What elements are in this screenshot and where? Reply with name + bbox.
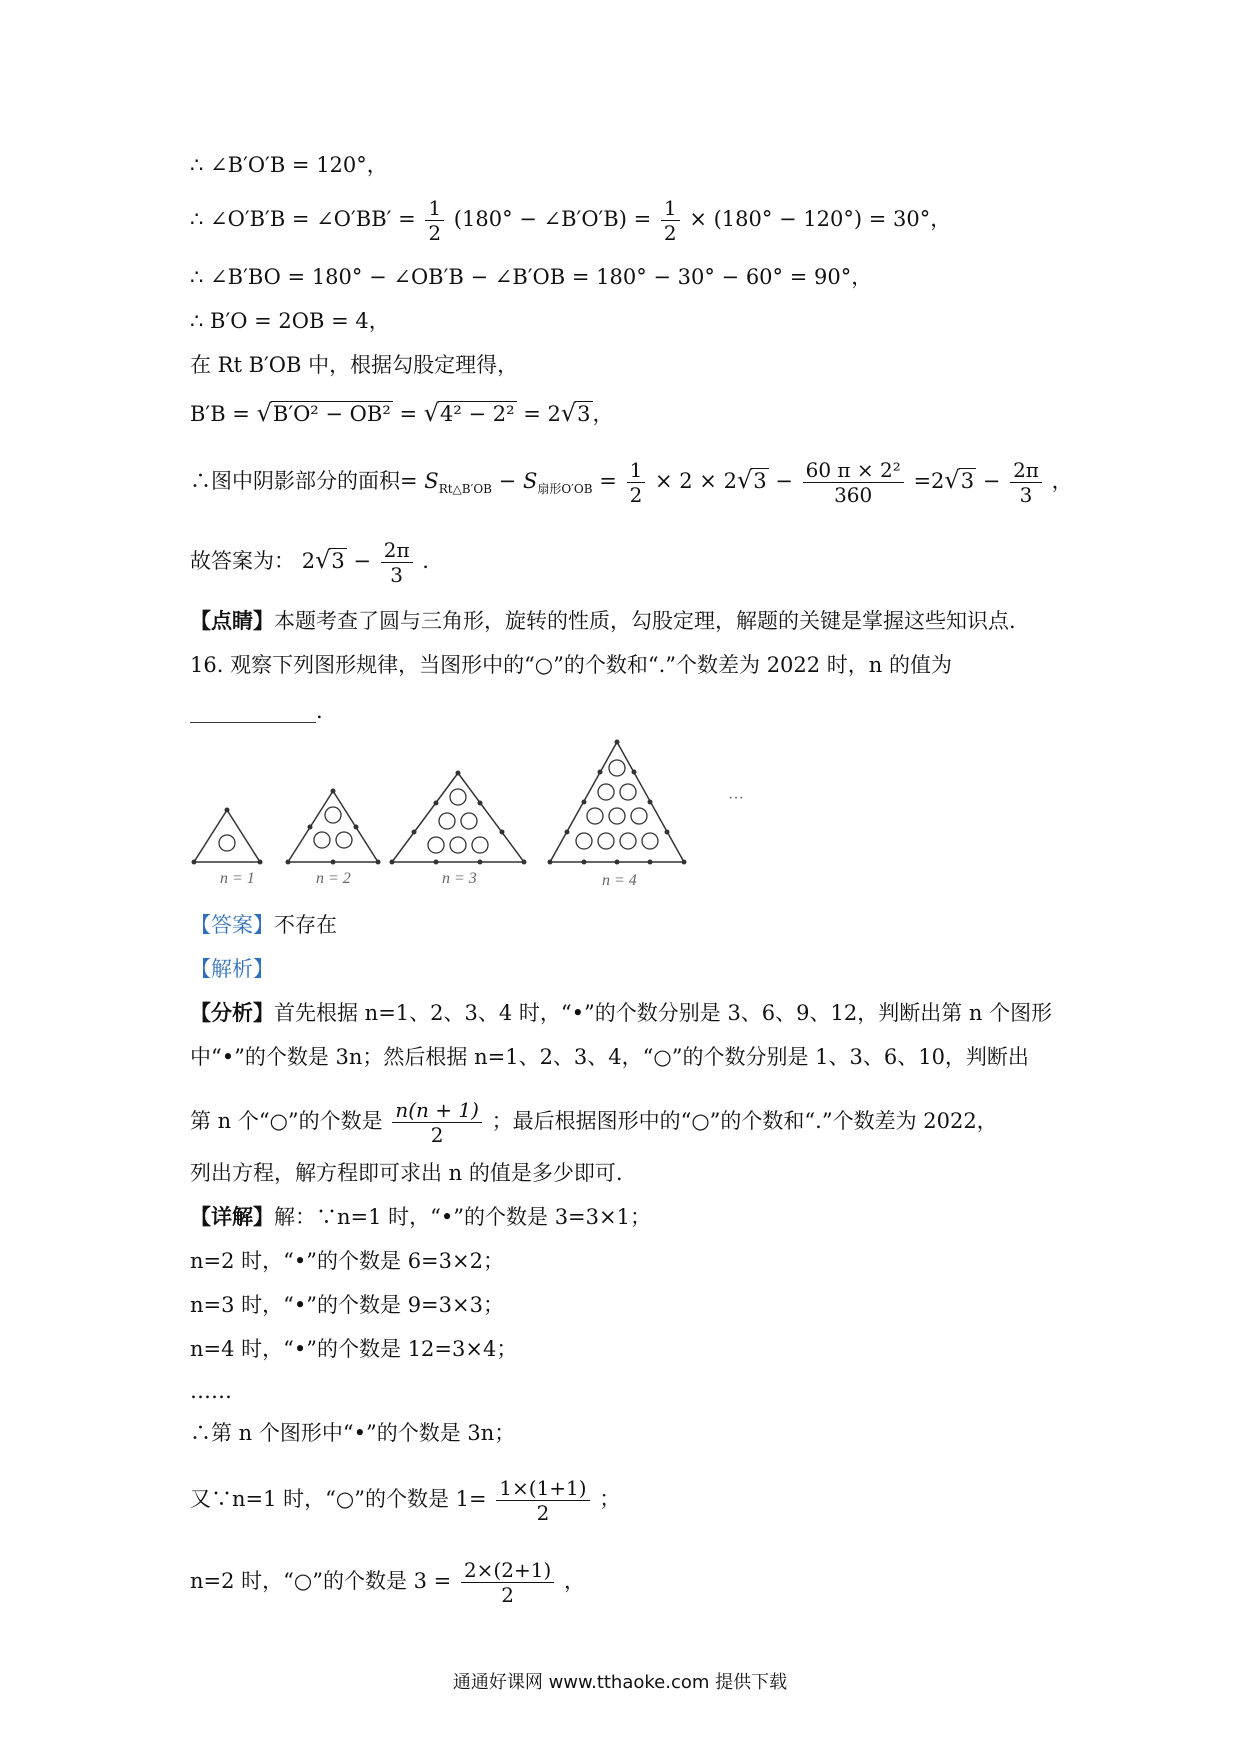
text: S [424, 469, 439, 493]
text: ；最后根据图形中的“○”的个数和“.”个数差为 2022， [491, 1109, 998, 1133]
text: 第 n 个“○”的个数是 [190, 1109, 383, 1133]
line-ellipsis: …… [190, 1379, 232, 1403]
line-fenxi-3 [190, 1098, 998, 1147]
text: ， [1051, 469, 1073, 493]
line-fenxi-2: 中“•”的个数是 3n；然后根据 n=1、2、3、4，“○”的个数分别是 1、3、6、10，判断出 [190, 1045, 1029, 1069]
text: =2 [913, 469, 945, 493]
section-tag: 【详解】 [190, 1204, 274, 1229]
line-fenxi-1 [190, 998, 1052, 1028]
line-angle-120: ∴ ∠B′O′B = 120°， [190, 153, 388, 177]
line-bo-4: ∴ B′O = 2OB = 4， [190, 309, 390, 333]
line-jiexi: 【解析】 [190, 957, 274, 981]
section-tag: 【点睛】 [190, 608, 274, 633]
denominator: 2 [430, 1123, 444, 1147]
fraction-half [627, 458, 646, 507]
radicand: 3 [753, 469, 767, 493]
line-fenxi-4: 列出方程，解方程即可求出 n 的值是多少即可. [190, 1161, 623, 1185]
sqrt-icon: √ [944, 466, 960, 494]
line-bb-length [190, 398, 614, 429]
numerator: 2π [1010, 458, 1042, 483]
numerator: 1 [661, 196, 680, 221]
fraction-half [661, 196, 680, 245]
question-16: 16. 观察下列图形规律，当图形中的“○”的个数和“.”个数差为 2022 时，n 的值为 [190, 653, 953, 677]
denominator: 2 [428, 221, 442, 245]
text: × 2 × 2 [654, 469, 737, 493]
radicand: 4² − 2² [440, 402, 515, 426]
sqrt-icon: √ [423, 399, 440, 427]
denominator: 2 [501, 1583, 514, 1607]
text: 故答案为： [190, 549, 295, 573]
sqrt-icon: √ [560, 399, 577, 427]
text: ， [563, 1569, 585, 1593]
text: 解：∵n=1 时，“•”的个数是 3=3×1； [274, 1205, 651, 1229]
numerator: n(n + 1) [392, 1098, 482, 1123]
page-footer: 通通好课网 www.tthaoke.com 提供下载 [452, 1672, 788, 1693]
fraction-n-n1 [392, 1098, 482, 1147]
numerator: 2×(2+1) [461, 1558, 554, 1583]
denominator: 3 [390, 563, 404, 587]
line-xiangjie-1 [190, 1202, 651, 1232]
denominator: 3 [1019, 483, 1033, 507]
numerator: 1×(1+1) [496, 1476, 589, 1501]
fraction-sector [803, 458, 904, 507]
text: = [399, 402, 418, 426]
label-n2: n = 2 [316, 870, 351, 885]
numerator: 1 [627, 458, 646, 483]
radicand: 3 [960, 469, 975, 493]
sqrt-icon: √ [315, 546, 331, 574]
text: − [353, 549, 372, 573]
sqrt-icon: √ [256, 399, 272, 427]
fraction-2pi-3 [1010, 458, 1042, 507]
subscript: 扇形O′OB [537, 482, 593, 497]
text: . [422, 549, 429, 573]
fraction-2 [461, 1558, 554, 1607]
line-xiangjie-3: n=3 时，“•”的个数是 9=3×3； [190, 1293, 504, 1317]
figure-n3 [390, 771, 527, 886]
text: 又∵n=1 时，“○”的个数是 1= [190, 1487, 487, 1511]
radicand: B′O² − OB² [272, 402, 391, 426]
text: = 2 [523, 402, 561, 426]
line-xiangjie-8 [190, 1558, 585, 1607]
text: 不存在 [274, 913, 337, 937]
text: ∴ ∠O′B′B = ∠O′BB′ = [190, 207, 416, 231]
label-n3: n = 3 [442, 870, 477, 885]
section-tag: 【分析】 [190, 1000, 274, 1025]
figure-n1 [192, 808, 263, 886]
denominator: 2 [663, 221, 677, 245]
text: 首先根据 n=1、2、3、4 时，“•”的个数分别是 3、6、9、12，判断出第 n 个图形 [274, 1001, 1053, 1025]
line-xiangjie-2: n=2 时，“•”的个数是 6=3×2； [190, 1249, 504, 1273]
text: B′B = [190, 402, 250, 426]
text: n=2 时，“○”的个数是 3 = [190, 1569, 452, 1593]
subscript: Rt△B′OB [438, 482, 492, 497]
line-final-answer [190, 538, 429, 587]
line-angle-30 [190, 196, 951, 245]
numerator: 60 π × 2² [803, 458, 904, 483]
line-pythagoras-intro: 在 Rt B′OB 中，根据勾股定理得， [190, 353, 519, 377]
text: − [982, 469, 1001, 493]
section-tag: 【答案】 [190, 913, 274, 937]
text: ； [599, 1487, 621, 1511]
line-answer [190, 910, 337, 940]
line-xiangjie-4: n=4 时，“•”的个数是 12=3×4； [190, 1337, 518, 1361]
label-n1: n = 1 [220, 870, 255, 885]
text: 本题考查了圆与三角形，旋转的性质，勾股定理，解题的关键是掌握这些知识点. [274, 609, 1016, 633]
line-xiangjie-7 [190, 1476, 620, 1525]
text: (180° − ∠B′O′B) = [453, 207, 652, 231]
text: − S [498, 469, 538, 493]
text: 2 [301, 549, 316, 573]
line-angle-90: ∴ ∠B′BO = 180° − ∠OB′B − ∠B′OB = 180° − 30° − 60° = 90°， [190, 265, 873, 289]
fraction-half [425, 196, 444, 245]
triangle-pattern-figure [180, 735, 760, 885]
radicand: 3 [331, 549, 345, 573]
answer-blank: ____________. [190, 699, 323, 723]
figure-n4 [548, 740, 687, 886]
denominator: 360 [834, 483, 873, 507]
figure-n2 [286, 789, 381, 886]
line-shaded-area [190, 458, 1073, 507]
fraction-2pi-3 [381, 538, 413, 587]
fraction-1 [496, 1476, 589, 1525]
text: − [775, 469, 793, 493]
text: × (180° − 120°) = 30°， [689, 207, 952, 231]
sqrt-icon: √ [736, 466, 753, 494]
text: ， [592, 402, 614, 426]
line-xiangjie-6: ∴第 n 个图形中“•”的个数是 3n； [190, 1421, 516, 1445]
ellipsis: ··· [728, 790, 744, 807]
numerator: 2π [381, 538, 413, 563]
denominator: 2 [629, 483, 643, 507]
radicand: 3 [577, 402, 591, 426]
label-n4: n = 4 [602, 872, 637, 885]
denominator: 2 [536, 1501, 550, 1525]
line-dianjing [190, 606, 1016, 636]
text: = [599, 469, 617, 493]
text: ∴图中阴影部分的面积= [190, 469, 418, 493]
numerator: 1 [425, 196, 444, 221]
